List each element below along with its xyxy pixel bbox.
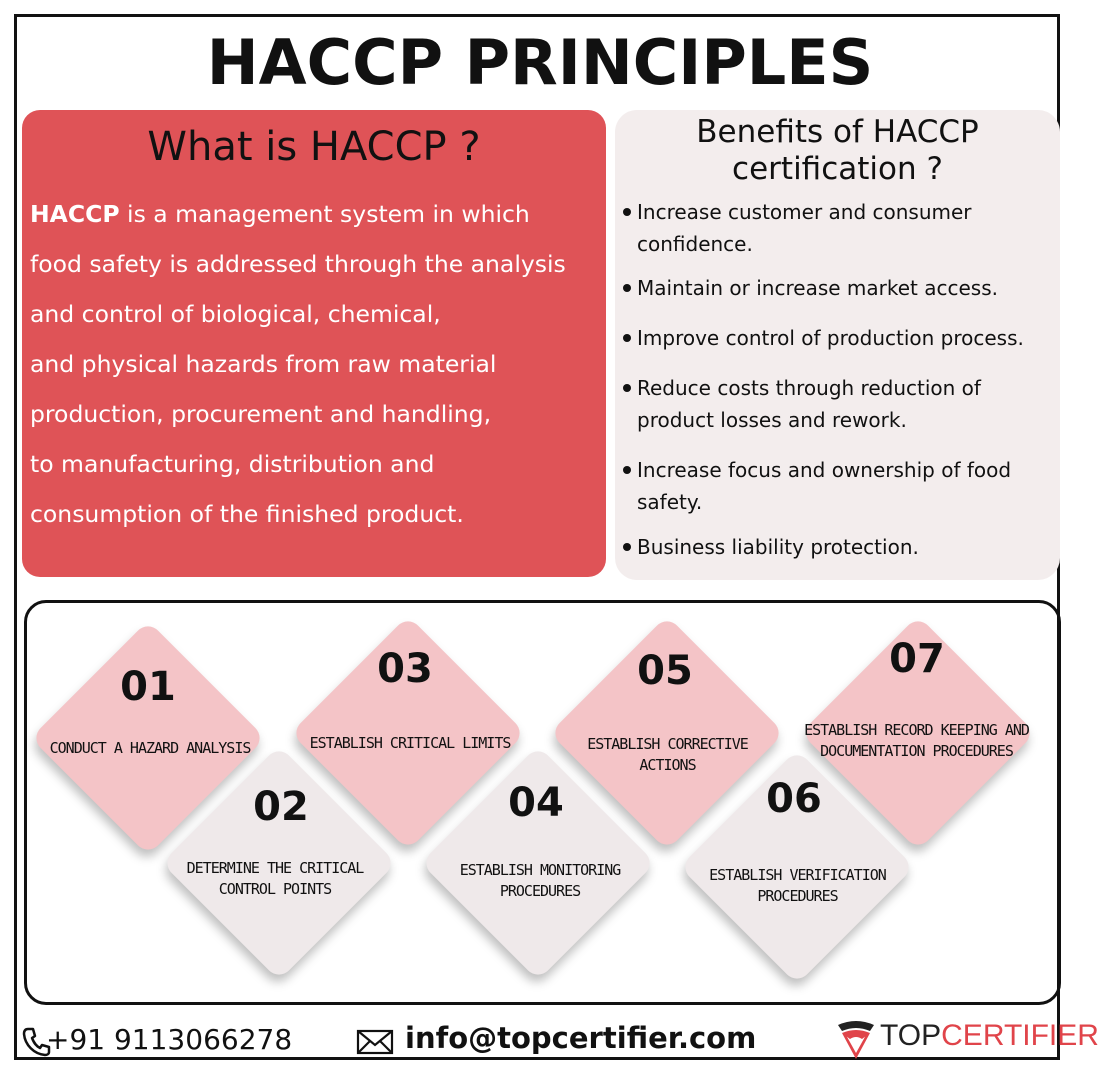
- bullet-icon: [623, 334, 631, 342]
- phone-number[interactable]: +91 9113066278: [46, 1023, 293, 1056]
- bullet-icon: [623, 284, 631, 292]
- benefit-item: [619, 372, 1055, 436]
- what-line-text: is a management system in which: [119, 200, 530, 228]
- benefits-panel: [615, 110, 1060, 580]
- step-03-number: 03: [377, 646, 433, 692]
- what-line-2: food safety is addressed through the analysis: [30, 250, 566, 278]
- benefit-text: Improve control of production process.: [637, 326, 1024, 350]
- benefit-text: Increase focus and ownership of food safety.: [637, 458, 1012, 514]
- step-07-label: ESTABLISH RECORD KEEPING AND DOCUMENTATION PROCEDURES: [804, 721, 1029, 760]
- step-05-label: ESTABLISH CORRECTIVE ACTIONS: [587, 735, 748, 774]
- benefit-text: Maintain or increase market access.: [637, 276, 998, 300]
- benefit-item: [619, 531, 1055, 563]
- what-lead: HACCP: [30, 200, 120, 228]
- step-02-label: DETERMINE THE CRITICAL CONTROL POINTS: [186, 859, 364, 898]
- brand-part-1: TOP: [880, 1019, 942, 1052]
- benefit-text: Reduce costs through reduction of product losses and rework.: [637, 376, 981, 432]
- what-line-6: to manufacturing, distribution and: [30, 450, 435, 478]
- what-line-4: and physical hazards from raw material: [30, 350, 497, 378]
- envelope-icon: [356, 1029, 394, 1055]
- benefits-heading: [615, 114, 1060, 188]
- step-06-label: ESTABLISH VERIFICATION PROCEDURES: [709, 866, 886, 905]
- benefit-item: [619, 322, 1055, 354]
- brand-part-2: CERTIFIER: [941, 1019, 1099, 1052]
- brand-wordmark: [880, 1019, 1099, 1053]
- bullet-icon: [623, 466, 631, 474]
- benefits-heading-line-1: Benefits of HACCP: [696, 114, 979, 150]
- step-01-number: 01: [120, 664, 176, 710]
- step-07-number: 07: [889, 636, 945, 682]
- step-04-number: 04: [508, 780, 564, 826]
- bullet-icon: [623, 384, 631, 392]
- step-06-number: 06: [766, 776, 822, 822]
- what-line-3: and control of biological, chemical,: [30, 300, 441, 328]
- what-heading: What is HACCP ?: [147, 124, 481, 170]
- benefit-text: Business liability protection.: [637, 535, 919, 559]
- step-03-label: ESTABLISH CRITICAL LIMITS: [309, 734, 511, 752]
- what-line-5: production, procurement and handling,: [30, 400, 492, 428]
- bullet-icon: [623, 543, 631, 551]
- what-line-1: [30, 200, 530, 228]
- what-line-7: consumption of the finished product.: [30, 500, 464, 528]
- benefit-text: Increase customer and consumer confidence.: [637, 200, 972, 256]
- shield-logo-icon: [836, 1019, 876, 1061]
- benefit-item: [619, 272, 1055, 304]
- benefit-item: [619, 196, 1055, 260]
- benefits-heading-line-2: certification ?: [732, 151, 943, 187]
- what-is-haccp-panel: [22, 110, 606, 577]
- email-address[interactable]: info@topcertifier.com: [405, 1021, 757, 1055]
- step-05-number: 05: [637, 648, 693, 694]
- step-02-number: 02: [253, 784, 309, 830]
- step-01-label: CONDUCT A HAZARD ANALYSIS: [49, 739, 251, 757]
- page-title: HACCP PRINCIPLES: [206, 26, 874, 99]
- benefit-item: [619, 454, 1055, 518]
- bullet-icon: [623, 208, 631, 216]
- step-04-label: ESTABLISH MONITORING PROCEDURES: [459, 861, 621, 900]
